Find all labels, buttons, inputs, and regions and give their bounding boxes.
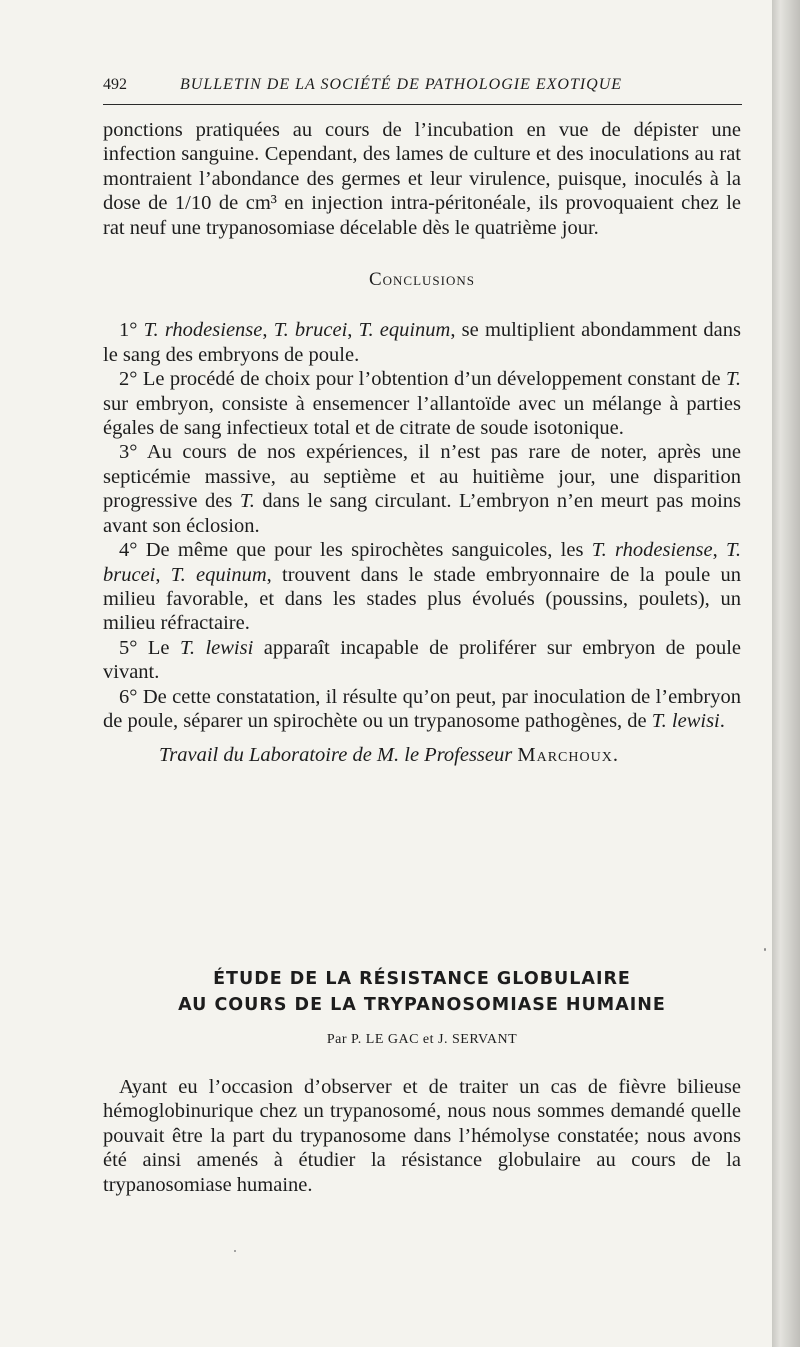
conclusion-text: , (347, 319, 359, 342)
conclusion-text: Au cours de nos expériences, il n’est pas rare de noter, après une septicémie massive, au septième et au huitième jour, une disparition progressive des (103, 441, 741, 513)
article-byline: Par P. LE GAC et J. SERVANT (326, 1032, 518, 1047)
species-name: T. equinum (170, 563, 267, 586)
conclusion-text: Le (147, 636, 180, 659)
species-name: T. rhodesiense (591, 539, 713, 562)
credit-text: Travail du Laboratoire de M. le Professeur (159, 744, 513, 767)
species-name: T. lewisi (179, 636, 254, 659)
main-text (103, 118, 741, 768)
conclusion-number: 4° (119, 539, 146, 562)
conclusion-text: . (719, 709, 725, 732)
conclusion-item (103, 318, 741, 367)
conclusion-number: 2° (119, 368, 143, 391)
conclusion-text: De même que pour les spirochètes sanguicoles, les (145, 539, 592, 562)
conclusion-text: Le procédé de choix pour l’obtention d’un développement constant de (142, 368, 726, 391)
species-name: T. (725, 368, 741, 391)
page-edge (772, 0, 800, 1347)
article-title-line-1: ÉTUDE DE LA RÉSISTANCE GLOBULAIRE (213, 969, 631, 989)
species-name: T. equinum (358, 319, 451, 342)
conclusion-text: , (155, 563, 171, 586)
conclusion-item (103, 440, 741, 538)
continued-paragraph: ponctions pratiquées au cours de l’incubation en vue de dépister une infection sanguine. Cependant, des lames de culture et des inoculations au rat montraient l’abondance des germes et leur virulence, puisque, inoculés à la dose de 1/10 de cm³ en injection intra-péritonéale, ils provoquaient chez le rat neuf une trypanosomiase décelable dès le quatrième jour. (103, 119, 741, 239)
article-intro (103, 1075, 741, 1197)
species-name: T. lewisi (651, 709, 720, 732)
conclusions-list (103, 318, 741, 733)
conclusion-text: dans le sang circulant. L’embryon n’en meurt pas moins avant son éclosion. (103, 490, 741, 537)
conclusion-number: 5° (119, 636, 148, 659)
conclusion-text: De cette constatation, il résulte qu’on peut, par inoculation de l’embryon de poule, séparer un spirochète ou un trypanosome pathogènes, de (103, 685, 741, 732)
conclusion-text: , se multiplient abondamment dans le sang des embryons de poule. (103, 319, 741, 366)
article-title (103, 966, 741, 1018)
conclusion-text: apparaît incapable de proliférer sur embryon de poule vivant. (103, 636, 741, 684)
conclusion-item (103, 538, 741, 636)
journal-title: BULLETIN DE LA SOCIÉTÉ DE PATHOLOGIE EXOTIQUE (180, 76, 623, 93)
laboratory-credit (103, 743, 741, 767)
conclusion-text: sur embryon, consiste à ensemencer l’allantoïde avec un mélange à parties égales de sang infectieux total et de citrate de soude isotonique. (103, 392, 741, 440)
species-name: T. (239, 490, 255, 513)
conclusion-text: , (262, 319, 274, 342)
species-name: T. brucei (103, 539, 742, 586)
article-title-line-2: AU COURS DE LA TRYPANOSOMIASE HUMAINE (178, 995, 666, 1015)
conclusion-text: , trouvent dans le stade embryonnaire de la poule un milieu favorable, et dans les stades plus évolués (poussins, poulets), un milieu réfractaire. (103, 563, 741, 635)
conclusion-item (103, 685, 741, 734)
intro-paragraph: Ayant eu l’occasion d’observer et de traiter un cas de fièvre bilieuse hémoglobinurique chez un trypanosomé, nous nous sommes demandé quelle pouvait être la part du trypanosome dans l’hémolyse constatée; nous avons été ainsi amenés à étudier la résistance globulaire au cours de la trypanosomiase humaine. (103, 1076, 741, 1196)
conclusion-number: 3° (119, 441, 147, 464)
species-name: T. rhodesiense (143, 319, 263, 342)
credit-name: Marchoux. (517, 744, 619, 767)
species-name: T. brucei (273, 319, 348, 342)
page-number: 492 (103, 76, 127, 93)
paper-speck (764, 948, 766, 951)
conclusion-text: , (712, 539, 727, 562)
conclusion-item (103, 367, 741, 440)
conclusion-item (103, 636, 741, 685)
conclusions-heading: Conclusions (368, 269, 475, 291)
paper-speck (234, 1250, 236, 1252)
conclusion-number: 6° (119, 685, 143, 708)
header-rule (103, 104, 742, 105)
conclusion-number: 1° (119, 319, 144, 342)
